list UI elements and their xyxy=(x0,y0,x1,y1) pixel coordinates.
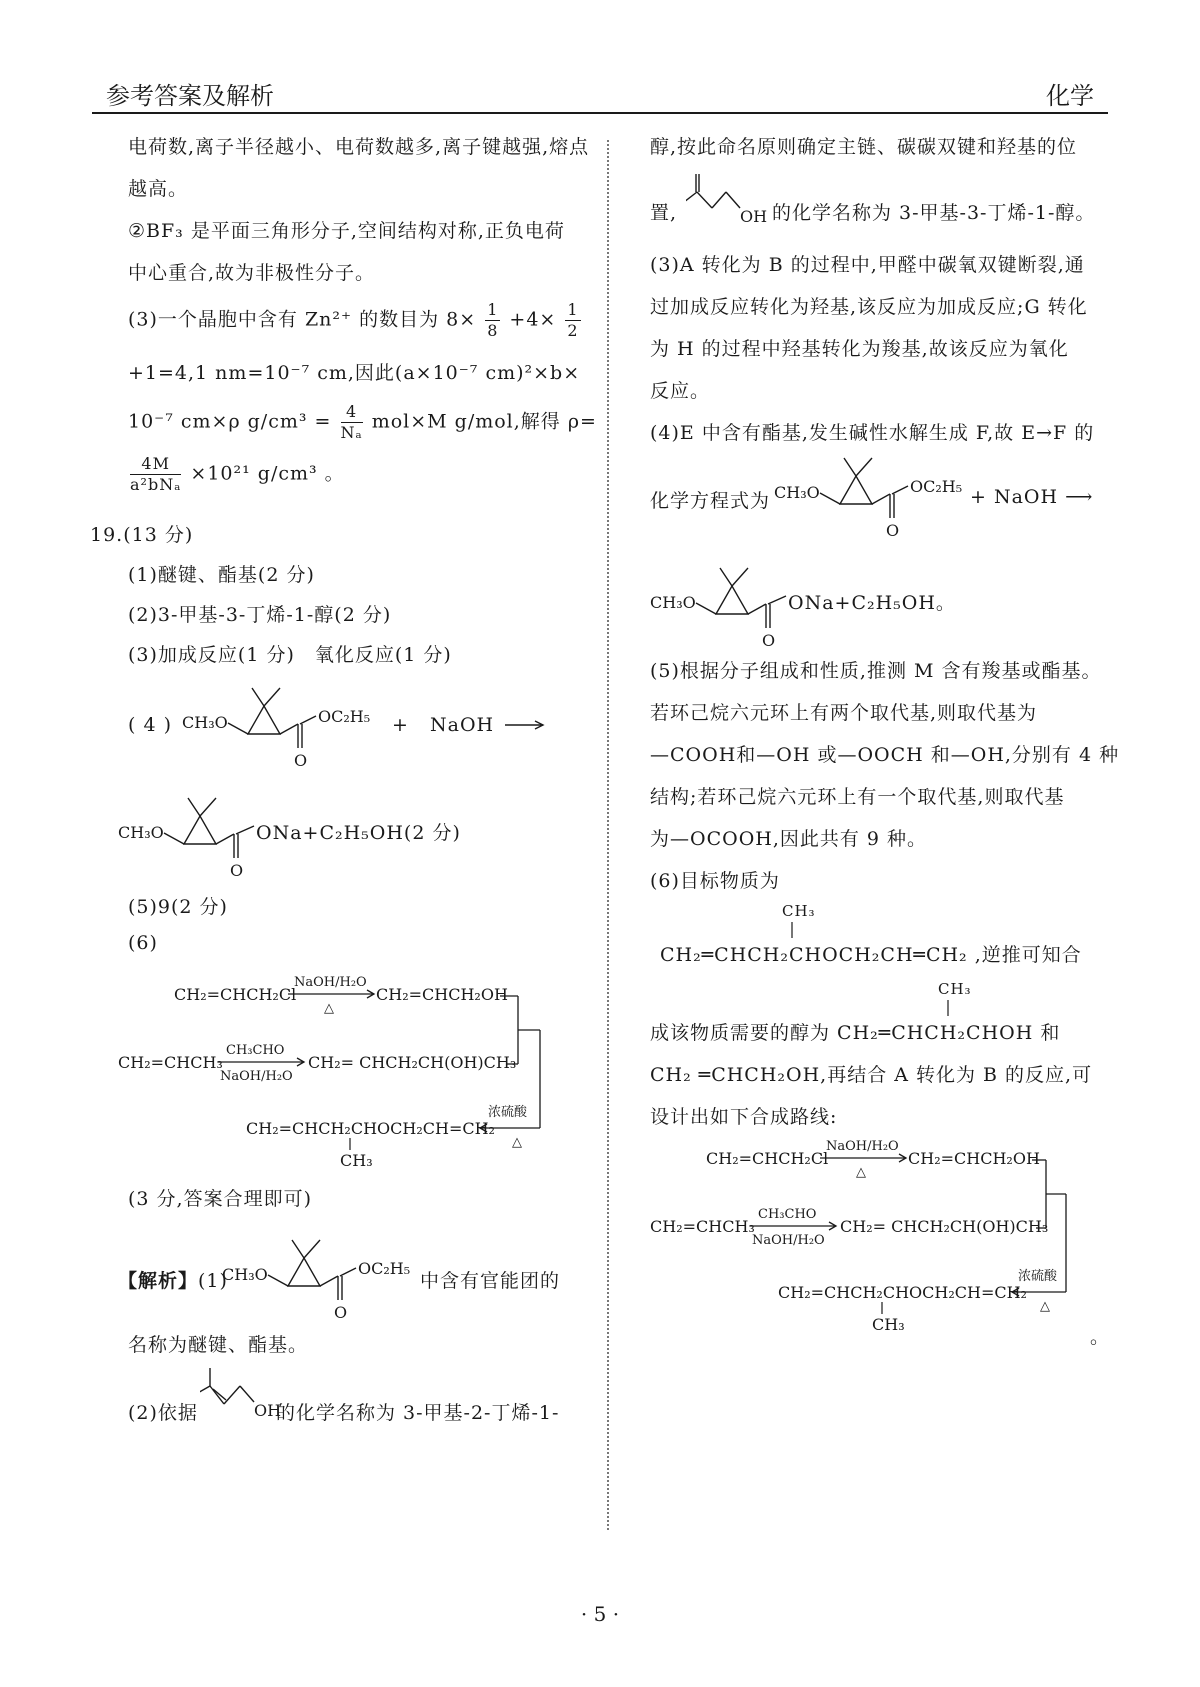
fraction: $\frac{1}{2}$ xyxy=(567,300,579,340)
ester-structure xyxy=(774,442,974,542)
text-segment: mol×M g/mol,解得 ρ= xyxy=(371,410,597,433)
oc2h5-label: OC₂H₅ xyxy=(318,707,371,726)
product-text: ONa+C₂H₅OH(2 分) xyxy=(256,822,461,844)
equation-line xyxy=(128,402,597,443)
ester-structure xyxy=(222,1224,422,1324)
synthesis-route xyxy=(118,970,558,1170)
route-cond-3-bot: △ xyxy=(512,1135,522,1150)
text-segment: (1) xyxy=(198,1270,228,1292)
answer-line: (5)9(2 分) xyxy=(128,896,228,918)
text-line: ②BF₃ 是平面三角形分子,空间结构对称,正负电荷 xyxy=(128,220,565,242)
answer-line: (6) xyxy=(128,932,158,954)
answer-line: (3)加成反应(1 分) 氧化反应(1 分) xyxy=(128,644,452,666)
route-cond-1-top: NaOH/H₂O xyxy=(826,1139,899,1154)
sodium-salt-structure xyxy=(118,782,258,882)
route-product-1: CH₂=CHCH₂OH xyxy=(376,985,508,1004)
text-line: 为—OCOOH,因此共有 9 种。 xyxy=(650,828,928,850)
text-line: —COOH和—OH 或—OOCH 和—OH,分别有 4 种 xyxy=(650,744,1120,766)
ch3o-label: CH₃O xyxy=(118,823,164,842)
text-line: 反应。 xyxy=(650,380,711,402)
text-segment: (2)依据 xyxy=(128,1402,198,1424)
text-line: 醇,按此命名原则确定主链、碳碳双键和羟基的位 xyxy=(650,136,1078,158)
fraction: $\frac{4}{\text{Nₐ}}$ xyxy=(340,402,363,442)
methyl-label: CH₃ xyxy=(938,980,972,998)
text-line: 结构;若环己烷六元环上有一个取代基,则取代基 xyxy=(650,786,1065,808)
text-segment: ×10²¹ g/cm³ 。 xyxy=(190,462,345,485)
fraction: $\frac{1}{8}$ xyxy=(487,300,499,340)
header-rule xyxy=(92,112,1108,114)
text-line: (4)E 中含有酯基,发生碱性水解生成 F,故 E→F 的 xyxy=(650,422,1095,444)
route-cond-1-bot: △ xyxy=(856,1165,866,1180)
product-text: ONa+C₂H₅OH。 xyxy=(788,592,956,614)
text-line: 若环己烷六元环上有两个取代基,则取代基为 xyxy=(650,702,1038,724)
text-line: 电荷数,离子半径越小、电荷数越多,离子键越强,熔点 xyxy=(128,136,590,158)
route-cond-2-top: CH₃CHO xyxy=(758,1207,817,1222)
column-separator xyxy=(607,140,609,1530)
text-line: (3)A 转化为 B 的过程中,甲醛中碳氧双键断裂,通 xyxy=(650,254,1085,276)
ch3o-label: CH₃O xyxy=(182,713,228,732)
plus-sign: + xyxy=(392,714,409,736)
methyl-bond xyxy=(790,922,794,938)
methyl-label: CH₃ xyxy=(782,902,816,920)
page-number: · 5 · xyxy=(580,1602,620,1626)
ch3o-label: CH₃O xyxy=(774,483,820,502)
text-line: CH₂ ═CHCH₂OH,再结合 A 转化为 B 的反应,可 xyxy=(650,1064,1093,1086)
text-line: CH₂═CHCH₂CHOCH₂CH═CH₂ ,逆推可知合 xyxy=(660,944,1082,966)
oh-label: OH xyxy=(254,1401,282,1420)
oxygen-label: O xyxy=(334,1303,348,1322)
alcohol-structure-3 xyxy=(686,170,772,226)
route-start-2: CH₂=CHCH₃ xyxy=(650,1217,755,1236)
text-segment: + NaOH ⟶ xyxy=(970,486,1094,508)
analysis-tag: 【解析】 xyxy=(118,1270,199,1292)
text-segment: (3)一个晶胞中含有 Zn²⁺ 的数目为 8× xyxy=(128,308,477,331)
reaction-arrow xyxy=(505,718,547,732)
synthesis-route xyxy=(650,1134,1070,1334)
route-cond-2-bot: NaOH/H₂O xyxy=(752,1233,825,1248)
text-line: 成该物质需要的醇为 CH₂═CHCH₂CHOH 和 xyxy=(650,1022,1061,1044)
equation-line xyxy=(128,300,583,341)
oh-label: OH xyxy=(740,207,768,226)
page-header xyxy=(92,72,1108,112)
methyl-bond xyxy=(946,1000,950,1016)
sodium-salt-structure xyxy=(650,552,790,652)
text-segment: +4× xyxy=(509,308,557,331)
oxygen-label: O xyxy=(230,861,244,880)
route-product-1: CH₂=CHCH₂OH xyxy=(908,1149,1040,1168)
text-segment: 化学方程式为 xyxy=(650,490,771,512)
text-segment: 的化学名称为 3-甲基-2-丁烯-1- xyxy=(276,1402,560,1424)
route-product-3-methyl: CH₃ xyxy=(340,1151,373,1170)
route-cond-1-bot: △ xyxy=(324,1001,334,1016)
answer-line: (1)醚键、酯基(2 分) xyxy=(128,564,315,586)
oxygen-label: O xyxy=(886,521,900,540)
route-cond-3-top: 浓硫酸 xyxy=(488,1105,528,1120)
route-start-2: CH₂=CHCH₃ xyxy=(118,1053,223,1072)
header-left-title: 参考答案及解析 xyxy=(106,82,274,110)
route-cond-3-bot: △ xyxy=(1040,1299,1050,1314)
oc2h5-label: OC₂H₅ xyxy=(358,1259,411,1278)
answer-label: ( 4 ) xyxy=(128,714,172,736)
route-start-1: CH₂=CHCH₂Cl xyxy=(706,1149,829,1168)
text-line: 中心重合,故为非极性分子。 xyxy=(128,262,376,284)
text-segment: 中含有官能团的 xyxy=(420,1270,561,1292)
route-product-2: CH₂= CHCH₂CH(OH)CH₃ xyxy=(840,1217,1049,1236)
answer-note: (3 分,答案合理即可) xyxy=(128,1188,312,1210)
route-cond-2-top: CH₃CHO xyxy=(226,1043,285,1058)
end-period: 。 xyxy=(1090,1326,1111,1348)
text-line: (5)根据分子组成和性质,推测 M 含有羧基或酯基。 xyxy=(650,660,1102,682)
route-product-3: CH₂=CHCH₂CHOCH₂CH=CH₂ xyxy=(246,1119,495,1138)
text-line: 名称为醚键、酯基。 xyxy=(128,1334,309,1356)
route-cond-3-top: 浓硫酸 xyxy=(1018,1269,1058,1284)
text-line: 为 H 的过程中羟基转化为羧基,故该反应为氧化 xyxy=(650,338,1069,360)
ch3o-label: CH₃O xyxy=(650,593,696,612)
route-cond-2-bot: NaOH/H₂O xyxy=(220,1069,293,1084)
naoh-label: NaOH xyxy=(430,714,495,736)
equation-line xyxy=(128,454,345,495)
route-product-2: CH₂= CHCH₂CH(OH)CH₃ xyxy=(308,1053,517,1072)
equation-line: +1=4,1 nm=10⁻⁷ cm,因此(a×10⁻⁷ cm)²×b× xyxy=(128,362,581,384)
route-cond-1-top: NaOH/H₂O xyxy=(294,975,367,990)
analysis-label xyxy=(118,1266,228,1293)
ch3o-label: CH₃O xyxy=(222,1265,268,1284)
text-line: (6)目标物质为 xyxy=(650,870,780,892)
ester-structure xyxy=(182,672,402,772)
text-segment: 的化学名称为 3-甲基-3-丁烯-1-醇。 xyxy=(772,202,1096,224)
oxygen-label: O xyxy=(762,631,776,650)
oc2h5-label: OC₂H₅ xyxy=(910,477,963,496)
text-line: 设计出如下合成路线: xyxy=(650,1106,838,1128)
route-product-3-methyl: CH₃ xyxy=(872,1315,905,1334)
header-subject: 化学 xyxy=(1046,82,1094,110)
text-line: 越高。 xyxy=(128,178,189,200)
oxygen-label: O xyxy=(294,751,308,770)
text-segment: 10⁻⁷ cm×ρ g/cm³ = xyxy=(128,410,332,433)
fraction: $\frac{4M}{\text{a²bNₐ}}$ xyxy=(130,454,182,494)
route-product-3: CH₂=CHCH₂CHOCH₂CH=CH₂ xyxy=(778,1283,1027,1302)
answer-line: (2)3-甲基-3-丁烯-1-醇(2 分) xyxy=(128,604,392,626)
route-start-1: CH₂=CHCH₂Cl xyxy=(174,985,297,1004)
text-line: 过加成反应转化为羟基,该反应为加成反应;G 转化 xyxy=(650,296,1088,318)
question-number: 19.(13 分) xyxy=(90,524,194,546)
text-segment: 置, xyxy=(650,202,678,224)
